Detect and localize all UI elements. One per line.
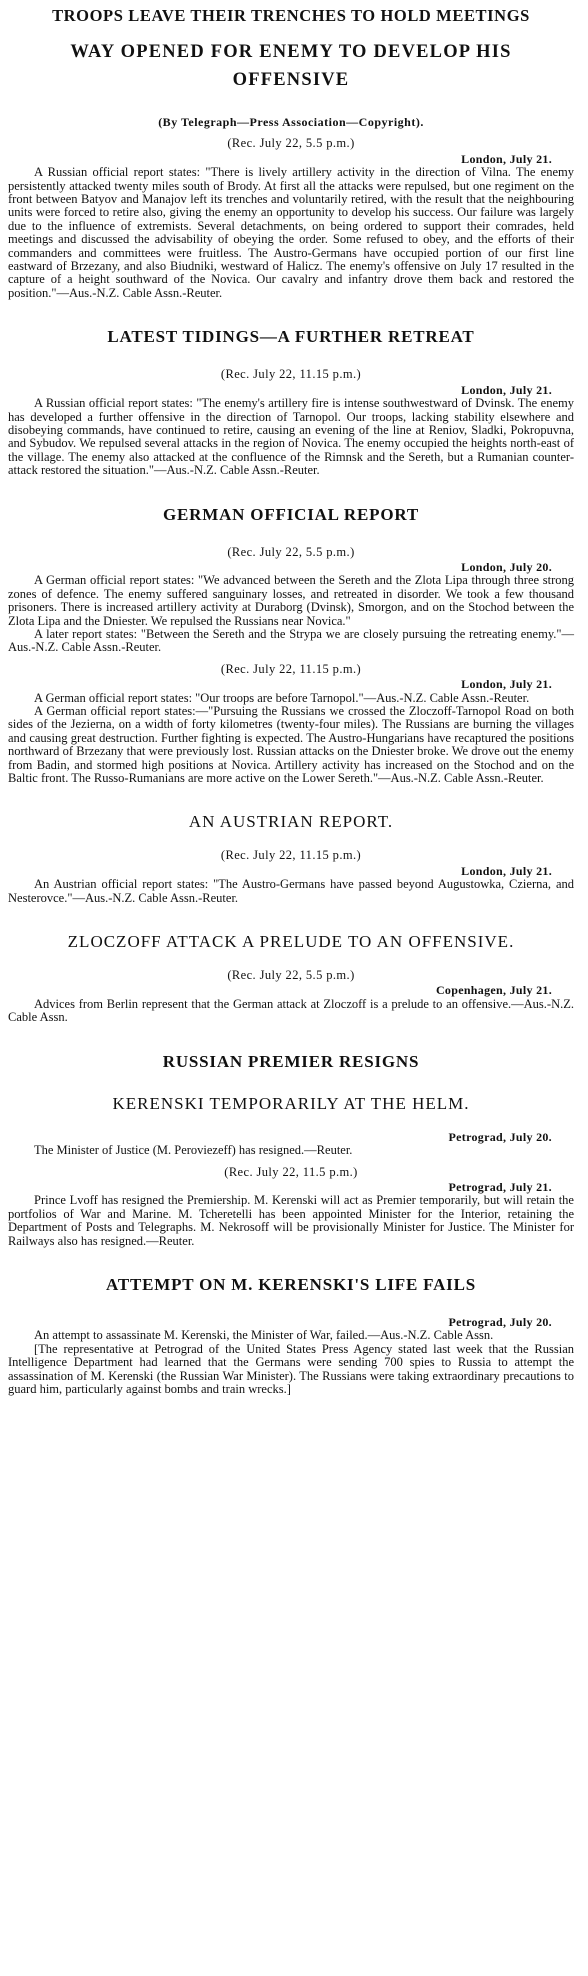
paragraph: A later report states: "Between the Sereth and the Strypa we are closely pursuing the retreating enemy."—Aus.-N.Z. Cable Assn.-Reuter. [8, 626, 574, 655]
byline: (By Telegraph—Press Association—Copyright). [158, 115, 424, 129]
dateline: Petrograd, July 21. [448, 1179, 552, 1194]
article-body [8, 574, 574, 654]
headline-top: TROOPS LEAVE THEIR TRENCHES TO HOLD MEETINGS [52, 6, 530, 25]
received-time: (Rec. July 22, 11.15 p.m.) [220, 848, 362, 863]
section-heading: ZLOCZOFF ATTACK A PRELUDE TO AN OFFENSIVE. [67, 932, 515, 952]
received-time: (Rec. July 22, 5.5 p.m.) [227, 544, 355, 559]
paragraph: A Russian official report states: "There is lively artillery activity in the direction of Vilna. The enemy persistently attacked twenty miles south of Brody. At first all the attacks were repulsed, but one regiment on the front between Batyov and Manajov left its trenches and voluntarily retired, with the result that the neighbouring units were forced to retire also, giving the enemy an opportunity to develop his success. Our failure was largely due to the influence of extremists. Several detachments, on being ordered to support their comrades, held meetings and discussed the advisability of obeying the order. Some refused to obey, and the efforts of their commanders and committees were fruitless. The Austro-Germans have occupied portion of our first line eastward of Brzezany, and also Biudniki, westward of Halicz. The enemy's offensive on July 17 resulted in the capture of a height southward of the Novica. Our cavalry and infantry drove them back and restored the position."—Aus.-N.Z. Cable Assn.-Reuter. [8, 165, 574, 300]
received-time: (Rec. July 22, 5.5 p.m.) [227, 136, 355, 151]
section-heading: RUSSIAN PREMIER RESIGNS [162, 1051, 420, 1071]
article-body [8, 397, 574, 477]
article-body [8, 166, 574, 300]
paragraph: The Minister of Justice (M. Peroviezeff) has resigned.—Reuter. [34, 1143, 353, 1158]
section-heading: AN AUSTRIAN REPORT. [188, 812, 394, 832]
article-austrian-report [8, 811, 574, 905]
article-body [8, 692, 574, 786]
paragraph: An Austrian official report states: "The Austro-Germans have passed beyond Augustowka, Czierna, and Nesterovce."—Aus.-N.Z. Cable Assn.-Reuter. [8, 877, 574, 905]
received-time: (Rec. July 22, 11.15 p.m.) [220, 367, 362, 382]
dateline: London, July 21. [461, 677, 552, 692]
dateline: London, July 21. [461, 382, 552, 397]
section-heading: GERMAN OFFICIAL REPORT [163, 504, 419, 524]
section-subheading: KERENSKI TEMPORARILY AT THE HELM. [112, 1093, 470, 1113]
paragraph: A Russian official report states: "The enemy's artillery fire is intense southwestward of Dvinsk. The enemy has developed a further offensive in the direction of Tarnopol. Our troops, lacking stability elsewhere and disobeying commands, have continued to retire, causing an evening of the line at Reniov, Sladki, Pokropuvna, and Sybudov. We repulsed several attacks in the region of Novica. The enemy occupied the heights north-east of the village. The enemy also attacked at the confluence of the Rimnsk and the Sereth, but a Rumanian counter-attack restored the situation."—Aus.-N.Z. Cable Assn.-Reuter. [8, 396, 574, 478]
section-heading: LATEST TIDINGS—A FURTHER RETREAT [107, 327, 475, 347]
article-body [8, 998, 574, 1025]
article-body [8, 1194, 574, 1248]
article-kerenski-attempt [8, 1274, 574, 1396]
article-premier-resigns [8, 1051, 574, 1248]
dateline: London, July 21. [461, 863, 552, 878]
received-time: (Rec. July 22, 5.5 p.m.) [227, 968, 355, 983]
dateline: Petrograd, July 20. [448, 1129, 552, 1144]
article-body [8, 1144, 574, 1157]
headline-main: WAY OPENED FOR ENEMY TO DEVELOP HIS OFFENSIVE [70, 42, 512, 90]
received-time: (Rec. July 22, 11.15 p.m.) [220, 661, 362, 676]
dateline: Copenhagen, July 21. [435, 983, 552, 998]
received-time: (Rec. July 22, 11.5 p.m.) [224, 1164, 358, 1179]
paragraph: An attempt to assassinate M. Kerenski, the Minister of War, failed.—Aus.-N.Z. Cable Assn. [34, 1328, 494, 1343]
paragraph: Prince Lvoff has resigned the Premiership. M. Kerenski will act as Premier temporarily, but will retain the portfolios of War and Marine. M. Tcheretelli has been appointed Minister for the Interior, retaining the Department of Posts and Telegraphs. M. Nekrosoff will be provisionally Minister for Justice. The Minister for Railways also has resigned.—Reuter. [8, 1193, 574, 1248]
paragraph: [The representative at Petrograd of the United States Press Agency stated last week that the Russian Intelligence Department had learned that the Germans were sending 700 spies to Russia to attempt the assassination of M. Kerenski (the Russian War Minister). The Russians were taking extraordinary precautions to guard him, particularly against bombs and train wrecks.] [8, 1341, 574, 1396]
article-russian-report [8, 137, 574, 300]
dateline: Petrograd, July 20. [448, 1314, 552, 1329]
article-latest-tidings [8, 326, 574, 477]
dateline: London, July 20. [461, 559, 552, 574]
paragraph: A German official report states:—"Pursuing the Russians we crossed the Zloczoff-Tarnopol Road on both sides of the Jezierna, on a width of forty kilometres (twenty-four miles). The Russians are burning the villages and causing great destruction. Further fighting is expected. The Austro-Hungarians have recaptured the positions northward of Brzezany that were previously lost. Russian attacks on the Dniester broke. We drove out the enemy from Badin, and stormed high positions at Novica. Artillery activity has increased on the Stochod and on the Baltic front. The Russo-Rumanians are more active on the Lower Sereth."—Aus.-N.Z. Cable Assn.-Reuter. [8, 704, 574, 786]
article-german-report [8, 504, 574, 786]
article-body [8, 1329, 574, 1396]
paragraph: Advices from Berlin represent that the German attack at Zloczoff is a prelude to an offensive.—Aus.-N.Z. Cable Assn. [8, 996, 574, 1025]
paragraph: A German official report states: "Our troops are before Tarnopol."—Aus.-N.Z. Cable Assn.-Reuter. [34, 690, 530, 705]
paragraph: A German official report states: "We advanced between the Sereth and the Zlota Lipa through three strong zones of defence. The enemy suffered sanguinary losses, and retreated in disorder. We took a few thousand prisoners. There is increased artillery activity at Duraborg (Dvinsk), Smorgon, and on the Stochod between the Zlota Lipa and the Dniester. We repulsed the Russians near Novica." [8, 573, 574, 628]
section-heading: ATTEMPT ON M. KERENSKI'S LIFE FAILS [106, 1274, 476, 1294]
article-body [8, 878, 574, 905]
dateline: London, July 21. [461, 151, 552, 166]
article-zloczoff-attack [8, 931, 574, 1025]
